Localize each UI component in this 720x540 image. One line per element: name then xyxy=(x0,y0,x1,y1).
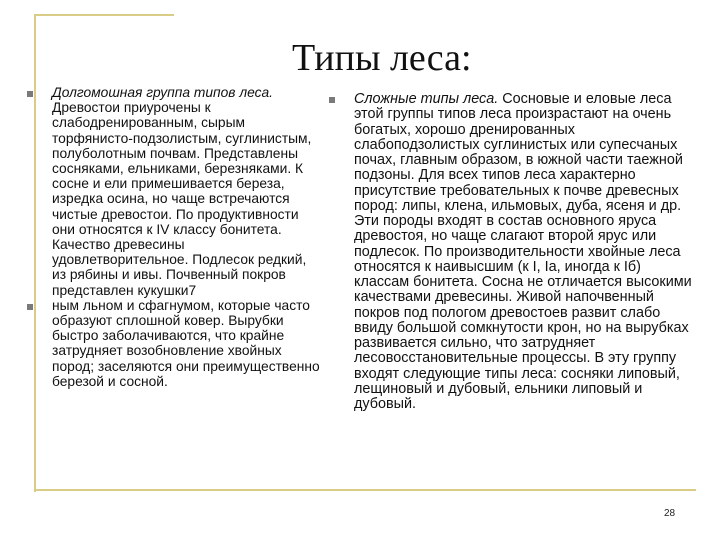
square-bullet-icon xyxy=(27,91,33,97)
square-bullet-icon xyxy=(329,97,335,103)
right-column xyxy=(326,92,696,412)
decorative-bottom-line xyxy=(34,489,696,491)
square-bullet-icon xyxy=(27,304,33,310)
decorative-top-line xyxy=(34,14,174,16)
list-item-text xyxy=(52,298,324,389)
list-item-body: ным льном и сфагнумом, которые часто образуют сплошной ковер. Вырубки быстро заболачиваются, что крайне затрудняет возобновление хвойных пород; заселяются они преимущественно березой и сосной. xyxy=(52,297,320,389)
list-item-body: Древостои приурочены к слабодренированным, сырым торфянисто-подзолистым, суглинистым, полуболотным почвам. Представлены сосняками, ельниками, березняками. К сосне и ели примешивается береза, изредка осина, но чаще встречаются чистые древостои. По продуктивности они относятся к IV классу бонитета. Качество древесины удовлетворительное. Подлесок редкий, из рябины и ивы. Почвенный покров представлен кукушки7 xyxy=(52,100,312,298)
page-number: 28 xyxy=(664,508,676,519)
list-item-text xyxy=(52,85,324,298)
left-column xyxy=(20,85,320,389)
list-item xyxy=(326,92,696,412)
list-item xyxy=(20,85,320,298)
list-item-lead: Сложные типы леса. xyxy=(354,91,499,107)
list-item xyxy=(20,298,320,389)
list-item-lead: Долгомошная группа типов леса. xyxy=(52,85,274,100)
list-item-body: Сосновые и еловые леса этой группы типов леса произрастают на очень богатых, хорошо дренированных слабоподзолистых суглинистых или супесчаных почах, главным образом, в южной части таежной подзоны. Для всех типов леса характерно присутствие требовательных к почве древесных пород: липы, клена, ильмовых, дуба, ясеня и др. Эти породы входят в состав основного яруса древостоя, но чаще слагают второй ярус или подлесок. По производительности хвойные леса относятся к наивысшим (к I, Ia, иногда к Iб) классам бонитета. Сосна не отличается высокими качествами древесины. Живой напочвенный покров под пологом древостоев развит слабо ввиду большой сомкнутости крон, но на вырубках развивается сильно, что затрудняет лесовосстановительные процессы. В эту группу входят следующие типы леса: сосняки липовый, лещиновый и дубовый, ельники липовый и дубовый. xyxy=(354,91,692,412)
list-item-text xyxy=(354,92,694,412)
slide-title: Типы леса: xyxy=(292,37,472,79)
